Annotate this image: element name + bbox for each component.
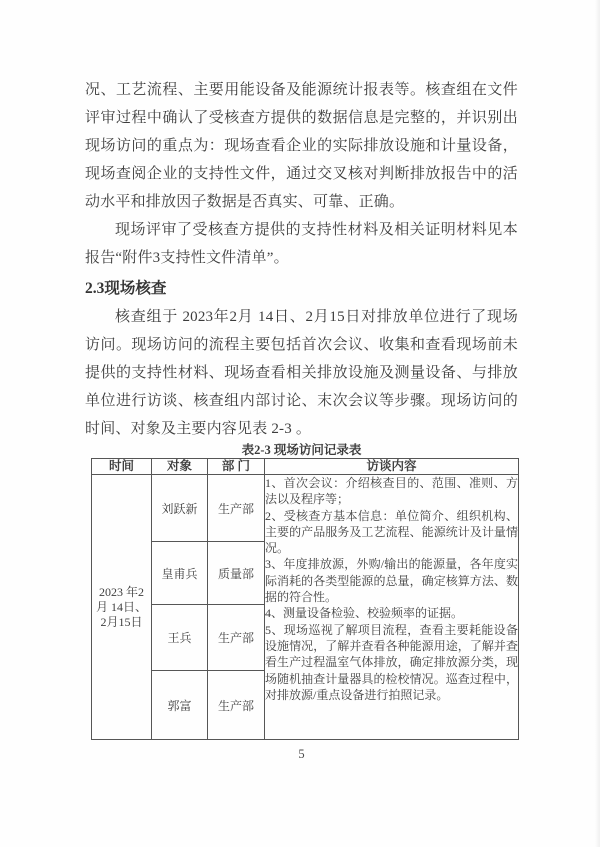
interviewee-name: 皇甫兵: [152, 542, 208, 605]
col-header-person: 对象: [152, 459, 208, 475]
paragraph-support-materials: 现场评审了受核查方提供的支持性材料及相关证明材料见本报告“附件3支持性文件清单”。: [85, 222, 518, 266]
interview-content-cell: [265, 475, 519, 740]
visit-time-cell: [92, 475, 152, 740]
site-visit-record-table: [91, 458, 519, 740]
col-header-dept: 部 门: [208, 459, 265, 475]
section-heading-onsite-verification: 2.3现场核查: [85, 280, 167, 297]
table-caption: 表2-3 现场访问记录表: [241, 443, 362, 457]
paragraph-site-visit: 核查组于 2023年2月 14日、2月15日对排放单位进行了现场访问。现场访问的流程主要包括首次会议、收集和查看现场前未提供的支持性材料、现场查看相关排放设施及测量设备、与排放单位进行访谈、核查组内部讨论、末次会议等步骤。现场访问的时间、对象及主要内容见表 2-3 。: [85, 309, 518, 437]
interviewee-name: 王兵: [152, 605, 208, 671]
page-content: [85, 76, 518, 762]
page-number: 5: [298, 747, 305, 761]
paragraph-continuation: 况、工艺流程、主要用能设备及能源统计报表等。核查组在文件评审过程中确认了受核查方提供的数据信息是完整的，并识别出现场访问的重点为：现场查看企业的实际排放设施和计量设备，现场查阅企业的支持性文件，通过交叉核对判断排放报告中的活动水平和排放因子数据是否真实、可靠、正确。: [85, 82, 518, 210]
scan-edge-shadow: [595, 0, 600, 847]
interviewee-name: 刘跃新: [152, 475, 208, 542]
visit-time-line: 2023 年2: [98, 584, 144, 599]
interviewee-dept: 生产部: [208, 671, 265, 740]
table-header-row: [92, 459, 519, 475]
col-header-content: 访谈内容: [265, 459, 519, 475]
table-row: [92, 475, 519, 542]
interview-item: 4、测量设备检验、校验频率的证据。: [265, 606, 464, 621]
interviewee-dept: 生产部: [208, 605, 265, 671]
interview-item: 3、年度排放源，外购/输出的能源量，各年度实际消耗的各类型能源的总量，确定核算方法、数据的符合性。: [265, 557, 518, 605]
interview-item: 2、受核查方基本信息：单位简介、组织机构、主要的产品服务及工艺流程、能源统计及计量情况。: [265, 508, 518, 556]
interviewee-name: 郭富: [152, 671, 208, 740]
visit-time-line: 2月15日: [100, 614, 143, 629]
interview-item: 1、首次会议：介绍核查目的、范围、准则、方法以及程序等；: [265, 476, 518, 507]
interview-item: 5、现场巡视了解项目流程，查看主要耗能设备设施情况，了解并查看各种能源用途，了解并查看生产过程温室气体排放，确定排放源分类，现场随机抽查计量器具的检校情况。巡查过程中，对排放源/重点设备进行拍照记录。: [265, 622, 518, 702]
interviewee-dept: 生产部: [208, 475, 265, 542]
visit-time-line: 月 14日、: [95, 599, 147, 614]
interviewee-dept: 质量部: [208, 542, 265, 605]
col-header-time: 时间: [92, 459, 152, 475]
